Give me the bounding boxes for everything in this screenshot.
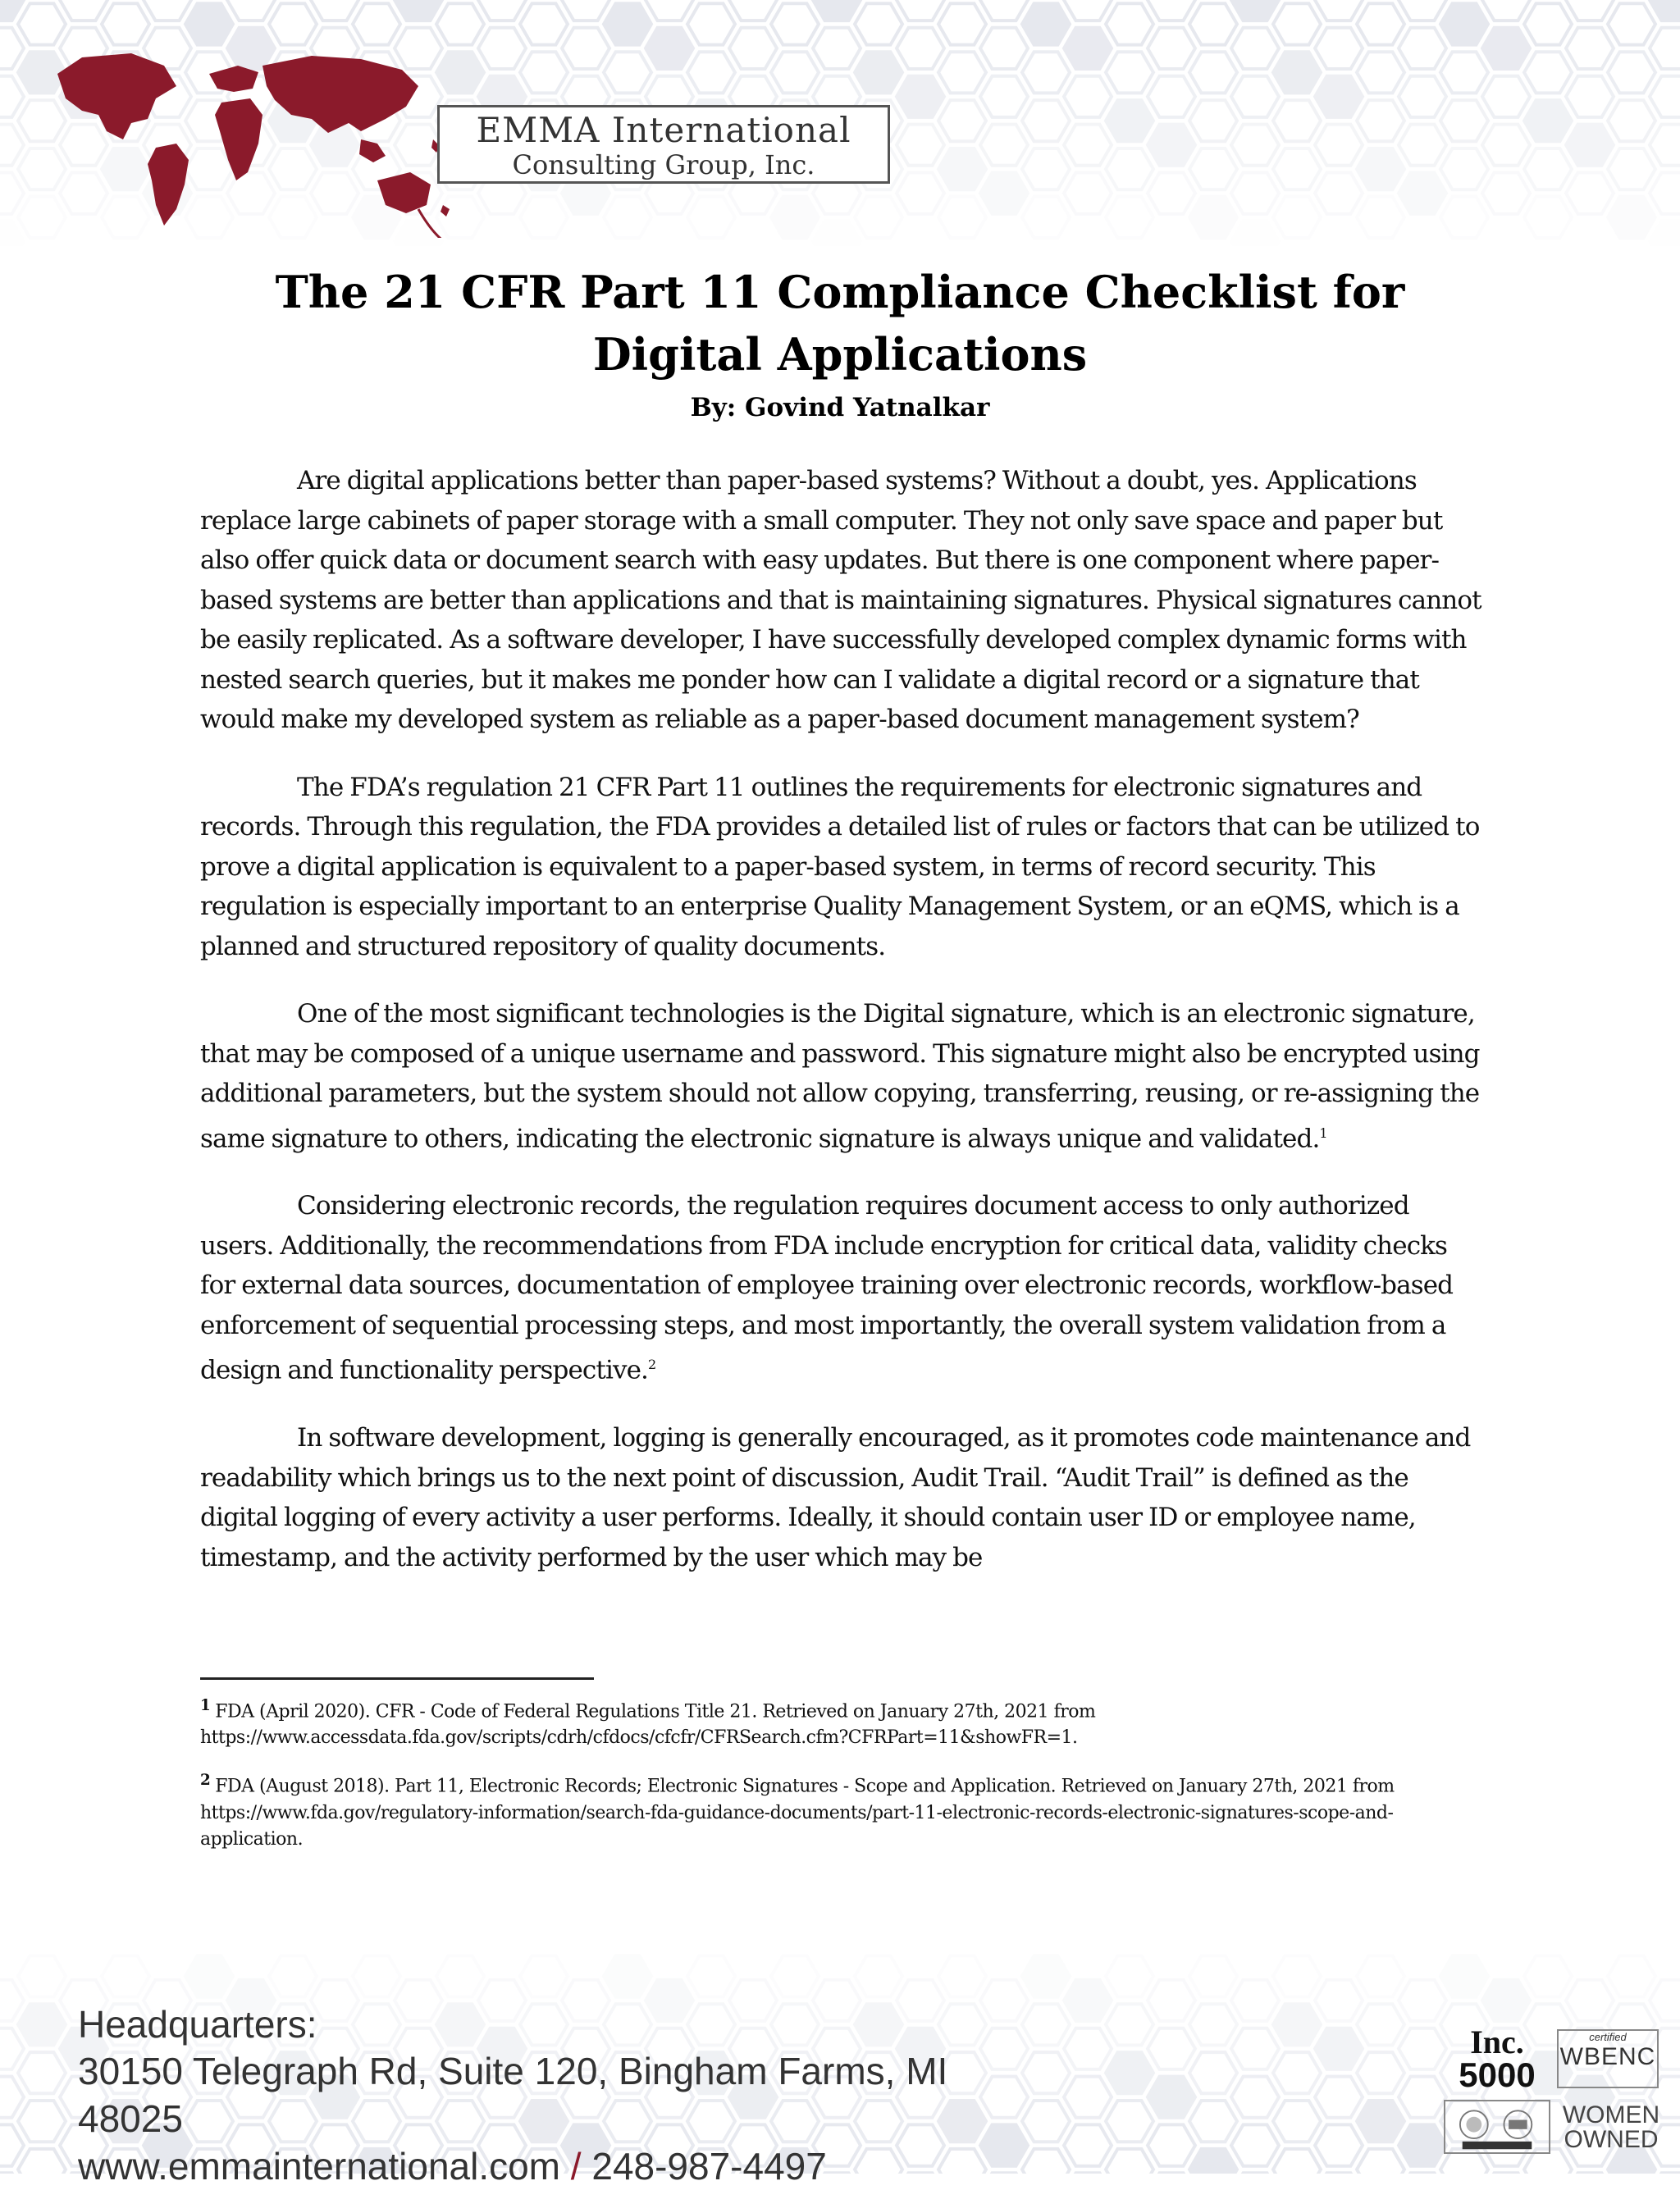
hexagon-shape bbox=[980, 172, 1028, 213]
hexagon-shape bbox=[938, 100, 986, 141]
hexagon-shape bbox=[0, 221, 24, 246]
hexagon-shape bbox=[1022, 100, 1070, 141]
headquarters-label: Headquarters: bbox=[78, 2003, 317, 2046]
women-label: WOMEN bbox=[1562, 2101, 1660, 2128]
hexagon-shape bbox=[436, 3, 484, 44]
hexagon-shape bbox=[60, 0, 107, 21]
headquarters-address: 30150 Telegraph Rd, Suite 120, Bingham Farms, MI 48025 bbox=[78, 2050, 948, 2140]
hexagon-shape bbox=[1064, 76, 1112, 117]
hexagon-shape bbox=[1650, 0, 1680, 21]
hexagon-shape bbox=[1650, 172, 1680, 213]
hexagon-shape bbox=[1399, 125, 1446, 166]
hexagon-shape bbox=[1231, 0, 1279, 21]
paragraph-4 bbox=[200, 1186, 1485, 1390]
hexagon-shape bbox=[1189, 100, 1237, 141]
hexagon-shape bbox=[562, 28, 609, 69]
hexagon-shape bbox=[1231, 172, 1279, 213]
hexagon-shape bbox=[1106, 148, 1153, 189]
hexagon-shape bbox=[938, 3, 986, 44]
hexagon-shape bbox=[478, 221, 526, 246]
hexagon-shape bbox=[0, 2028, 24, 2069]
paragraph-3 bbox=[200, 994, 1485, 1158]
certification-badges bbox=[1444, 2023, 1665, 2165]
hexagon-shape bbox=[102, 1955, 149, 1996]
hexagon-shape bbox=[1231, 2077, 1279, 2118]
hexagon-shape bbox=[1189, 197, 1237, 238]
separator: / bbox=[560, 2145, 592, 2188]
hexagon-shape bbox=[1231, 221, 1279, 246]
hexagon-shape bbox=[102, 3, 149, 44]
hexagon-shape bbox=[1357, 2149, 1404, 2174]
hexagon-shape bbox=[269, 3, 317, 44]
hexagon-shape bbox=[520, 3, 568, 44]
website-link[interactable]: www.emmainternational.com bbox=[78, 2145, 561, 2188]
article-title bbox=[205, 261, 1475, 386]
hexagon-shape bbox=[1482, 28, 1530, 69]
hexagon-shape bbox=[1608, 3, 1655, 44]
hexagon-shape bbox=[604, 197, 651, 238]
hexagon-shape bbox=[1608, 197, 1655, 238]
hexagon-shape bbox=[1440, 100, 1488, 141]
hexagon-shape bbox=[771, 197, 819, 238]
hexagon-shape bbox=[1399, 172, 1446, 213]
logo-name: EMMA International bbox=[476, 110, 851, 150]
hexagon-shape bbox=[729, 221, 777, 246]
hexagon-shape bbox=[1189, 2052, 1237, 2093]
hexagon-shape bbox=[269, 1955, 317, 1996]
hexagon-shape bbox=[855, 3, 902, 44]
hexagon-shape bbox=[1022, 3, 1070, 44]
hexagon-shape bbox=[0, 172, 24, 213]
hexagon-shape bbox=[478, 0, 526, 21]
footnote-ref-2[interactable]: 2 bbox=[647, 1357, 656, 1373]
hexagon-shape bbox=[1566, 125, 1614, 166]
hexagon-shape bbox=[1064, 125, 1112, 166]
footnote-text: FDA (August 2018). Part 11, Electronic Records; Electronic Signatures - Scope and Application. Retrieved on January 27th, 2021 from https://www.fda.gov/regulatory-information/search-fda-guidance-documents/part-11-electronic-records-electronic-signatures-scope-and-application. bbox=[200, 1776, 1395, 1850]
iso-seal-icons bbox=[1444, 2100, 1550, 2154]
hexagon-shape bbox=[687, 52, 735, 93]
hexagon-shape bbox=[1440, 197, 1488, 238]
hexagon-shape bbox=[1148, 76, 1195, 117]
hexagon-shape bbox=[1148, 172, 1195, 213]
hexagon-shape bbox=[1231, 2124, 1279, 2165]
hexagon-shape bbox=[1482, 0, 1530, 21]
hexagon-shape bbox=[1357, 3, 1404, 44]
hexagon-shape bbox=[1399, 221, 1446, 246]
hexagon-shape bbox=[1273, 1955, 1321, 1996]
footnote-text: FDA (April 2020). CFR - Code of Federal Regulations Title 21. Retrieved on January 27th, 2021 from https://www.accessdata.fda.gov/scripts/cdrh/cfdocs/cfcfr/CFRSearch.cfm?CFRPart=11&showFR=1. bbox=[200, 1701, 1096, 1749]
hexagon-shape bbox=[436, 1955, 484, 1996]
hexagon-shape bbox=[1064, 172, 1112, 213]
hexagon-shape bbox=[1189, 148, 1237, 189]
hexagon-shape bbox=[1231, 2028, 1279, 2069]
hexagon-shape bbox=[646, 0, 693, 21]
hexagon-shape bbox=[938, 52, 986, 93]
inc-label: Inc. bbox=[1470, 2023, 1524, 2060]
hexagon-shape bbox=[227, 0, 275, 21]
hexagon-shape bbox=[1608, 148, 1655, 189]
hexagon-shape bbox=[1357, 197, 1404, 238]
hexagon-shape bbox=[1148, 0, 1195, 21]
hexagon-shape bbox=[1064, 2124, 1112, 2165]
footnote-ref-1[interactable]: 1 bbox=[1319, 1125, 1327, 1141]
hexagon-shape bbox=[1315, 172, 1363, 213]
hexagon-shape bbox=[1231, 125, 1279, 166]
hexagon-shape bbox=[1148, 1980, 1195, 2021]
hexagon-shape bbox=[729, 28, 777, 69]
hexagon-shape bbox=[897, 172, 944, 213]
hexagon-shape bbox=[1189, 2004, 1237, 2045]
hexagon-shape bbox=[1399, 1980, 1446, 2021]
hexagon-shape bbox=[771, 3, 819, 44]
hexagon-shape bbox=[0, 125, 24, 166]
hexagon-shape bbox=[1106, 2004, 1153, 2045]
hexagon-shape bbox=[1566, 0, 1614, 21]
hexagon-shape bbox=[897, 221, 944, 246]
hexagon-shape bbox=[1148, 28, 1195, 69]
hexagon-shape bbox=[1357, 2004, 1404, 2045]
phone-number[interactable]: 248-987-4497 bbox=[591, 2145, 827, 2188]
hexagon-shape bbox=[1440, 3, 1488, 44]
hexagon-shape bbox=[1064, 28, 1112, 69]
hexagon-shape bbox=[1148, 2124, 1195, 2165]
hexagon-shape bbox=[813, 28, 861, 69]
title-line-1: The 21 CFR Part 11 Compliance Checklist for bbox=[275, 266, 1405, 318]
hexagon-shape bbox=[0, 28, 24, 69]
hexagon-shape bbox=[938, 1955, 986, 1996]
hexagon-shape bbox=[1357, 148, 1404, 189]
hexagon-shape bbox=[185, 1955, 233, 1996]
hexagon-shape bbox=[1273, 100, 1321, 141]
wbenc-label: WBENC bbox=[1559, 2043, 1656, 2070]
hexagon-shape bbox=[1566, 172, 1614, 213]
hexagon-shape bbox=[1440, 52, 1488, 93]
hexagon-shape bbox=[1440, 148, 1488, 189]
logo-subtitle: Consulting Group, Inc. bbox=[512, 149, 815, 180]
hexagon-shape bbox=[938, 197, 986, 238]
hexagon-shape bbox=[1022, 1955, 1070, 1996]
footnote-2 bbox=[200, 1768, 1488, 1852]
hexagon-shape bbox=[1482, 221, 1530, 246]
hexagon-shape bbox=[1357, 1955, 1404, 1996]
hexagon-shape bbox=[897, 28, 944, 69]
hexagon-shape bbox=[1189, 52, 1237, 93]
hexagon-shape bbox=[771, 52, 819, 93]
hexagon-shape bbox=[1022, 197, 1070, 238]
paragraph-text: In software development, logging is generally encouraged, as it promotes code maintenance and readability which brings us to the next point of discussion, Audit Trail. “Audit Trail” is defined as the digital logging of every activity a user performs. Ideally, it should contain user ID or employee name, timestamp, and the activity performed by the user which may be bbox=[200, 1423, 1471, 1572]
hexagon-shape bbox=[1022, 52, 1070, 93]
hexagon-shape bbox=[353, 3, 400, 44]
hexagon-shape bbox=[604, 52, 651, 93]
hexagon-shape bbox=[1482, 76, 1530, 117]
hexagon-shape bbox=[897, 76, 944, 117]
hexagon-shape bbox=[353, 1955, 400, 1996]
hexagon-shape bbox=[395, 0, 442, 21]
hexagon-shape bbox=[1189, 2149, 1237, 2174]
hexagon-shape bbox=[604, 3, 651, 44]
hexagon-shape bbox=[18, 2004, 66, 2045]
hexagon-shape bbox=[0, 2124, 24, 2165]
hexagon-shape bbox=[18, 2149, 66, 2174]
hexagon-shape bbox=[1399, 76, 1446, 117]
hexagon-shape bbox=[1189, 2101, 1237, 2142]
women-owned-badge bbox=[1560, 2103, 1662, 2152]
hexagon-shape bbox=[1106, 3, 1153, 44]
hexagon-shape bbox=[1273, 2149, 1321, 2174]
hexagon-shape bbox=[1357, 100, 1404, 141]
hexagon-shape bbox=[1315, 2077, 1363, 2118]
hexagon-shape bbox=[0, 2077, 24, 2118]
hexagon-shape bbox=[897, 0, 944, 21]
paragraph-text: Are digital applications better than paper-based systems? Without a doubt, yes. Applications replace large cabinets of paper storage with a small computer. They not only save space and paper but also offer quick data or document search with easy updates. But there is one component where paper-based systems are better than applications and that is maintaining signatures. Physical signatures cannot be easily replicated. As a software developer, I have successfully developed complex dynamic forms with nested search queries, but it makes me ponder how can I validate a digital record or a signature that would make my developed system as reliable as a paper-based document management system? bbox=[200, 466, 1481, 734]
hexagon-shape bbox=[1189, 1955, 1237, 1996]
hexagon-shape bbox=[604, 1955, 651, 1996]
hexagon-shape bbox=[1064, 221, 1112, 246]
hexagon-shape bbox=[1189, 3, 1237, 44]
hexagon-shape bbox=[1524, 3, 1572, 44]
hexagon-shape bbox=[1315, 76, 1363, 117]
hexagon-shape bbox=[1608, 100, 1655, 141]
hexagon-shape bbox=[1650, 221, 1680, 246]
hexagon-shape bbox=[1106, 100, 1153, 141]
hexagon-shape bbox=[646, 221, 693, 246]
hexagon-shape bbox=[1315, 0, 1363, 21]
paragraph-text: One of the most significant technologies is the Digital signature, which is an electronic signature, that may be composed of a unique username and password. This signature might also be encrypted using additional parameters, but the system should not allow copying, transferring, reusing, or re-assigning the same signature to others, indicating the electronic signature is always unique and validated. bbox=[200, 999, 1480, 1153]
hexagon-shape bbox=[1315, 28, 1363, 69]
hexagon-shape bbox=[1566, 221, 1614, 246]
hexagon-shape bbox=[311, 0, 358, 21]
hexagon-shape bbox=[18, 1955, 66, 1996]
hexagon-shape bbox=[813, 0, 861, 21]
company-logo bbox=[437, 105, 890, 184]
hexagon-shape bbox=[1064, 0, 1112, 21]
hexagon-shape bbox=[1315, 221, 1363, 246]
hexagon-shape bbox=[1106, 2149, 1153, 2174]
hexagon-shape bbox=[1524, 52, 1572, 93]
hexagon-shape bbox=[1148, 2028, 1195, 2069]
footnote-divider bbox=[200, 1677, 594, 1680]
hexagon-shape bbox=[144, 0, 191, 21]
hexagon-shape bbox=[1231, 1980, 1279, 2021]
hexagon-shape bbox=[1399, 0, 1446, 21]
hexagon-shape bbox=[18, 2052, 66, 2093]
hexagon-shape bbox=[1650, 1980, 1680, 2021]
hexagon-shape bbox=[1650, 28, 1680, 69]
hexagon-shape bbox=[687, 3, 735, 44]
hexagon-shape bbox=[1482, 172, 1530, 213]
hexagon-shape bbox=[687, 197, 735, 238]
hexagon-shape bbox=[1315, 2028, 1363, 2069]
hexagon-shape bbox=[1231, 28, 1279, 69]
hexagon-shape bbox=[1524, 1955, 1572, 1996]
hexagon-shape bbox=[1399, 2124, 1446, 2165]
hexagon-shape bbox=[855, 52, 902, 93]
hexagon-shape bbox=[1064, 2028, 1112, 2069]
hexagon-shape bbox=[1440, 1955, 1488, 1996]
hexagon-shape bbox=[520, 1955, 568, 1996]
hexagon-shape bbox=[478, 28, 526, 69]
hexagon-shape bbox=[1064, 1980, 1112, 2021]
hexagon-shape bbox=[1399, 2028, 1446, 2069]
hexagon-shape bbox=[18, 3, 66, 44]
hexagon-shape bbox=[1482, 125, 1530, 166]
footnotes bbox=[200, 1693, 1488, 1869]
hexagon-shape bbox=[1148, 2077, 1195, 2118]
hexagon-shape bbox=[1566, 76, 1614, 117]
hexagon-shape bbox=[1357, 2052, 1404, 2093]
hexagon-shape bbox=[1315, 125, 1363, 166]
hexagon-shape bbox=[0, 1980, 24, 2021]
hexagon-shape bbox=[687, 1955, 735, 1996]
hexagon-shape bbox=[1064, 2077, 1112, 2118]
hexagon-shape bbox=[980, 76, 1028, 117]
hexagon-shape bbox=[1106, 1955, 1153, 1996]
paragraph-text: The FDA’s regulation 21 CFR Part 11 outlines the requirements for electronic signatures and records. Through this regulation, the FDA provides a detailed list of rules or factors that can be utilized to prove a digital application is equivalent to a paper-based system, in terms of record security. This regulation is especially important to an enterprise Quality Management System, or an eQMS, which is a planned and structured repository of quality documents. bbox=[200, 772, 1480, 961]
hexagon-shape bbox=[938, 148, 986, 189]
hexagon-shape bbox=[855, 197, 902, 238]
hexagon-shape bbox=[1106, 2052, 1153, 2093]
wbenc-badge bbox=[1557, 2029, 1659, 2088]
hexagon-shape bbox=[771, 1955, 819, 1996]
hexagon-shape bbox=[1022, 148, 1070, 189]
hexagon-shape bbox=[1566, 1980, 1614, 2021]
paragraph-text: Considering electronic records, the regulation requires document access to only authorized users. Additionally, the recommendations from FDA include encryption for critical data, validity checks for external data sources, documentation of employee training over electronic records, workflow-based enforcement of sequential processing steps, and most importantly, the overall system validation from a design and functionality perspective. bbox=[200, 1191, 1454, 1385]
hexagon-shape bbox=[1357, 52, 1404, 93]
hexagon-shape bbox=[520, 52, 568, 93]
hexagon-shape bbox=[1273, 197, 1321, 238]
hexagon-shape bbox=[1106, 52, 1153, 93]
hexagon-shape bbox=[1482, 1980, 1530, 2021]
world-map-logo bbox=[33, 41, 459, 238]
hexagon-shape bbox=[1273, 148, 1321, 189]
hexagon-shape bbox=[855, 1955, 902, 1996]
hexagon-shape bbox=[520, 197, 568, 238]
hexagon-shape bbox=[1231, 76, 1279, 117]
hexagon-shape bbox=[980, 0, 1028, 21]
footer-web-phone bbox=[78, 2142, 1062, 2190]
hexagon-shape bbox=[813, 221, 861, 246]
hexagon-shape bbox=[1273, 2101, 1321, 2142]
hexagon-shape bbox=[1524, 148, 1572, 189]
paragraph-2 bbox=[200, 768, 1485, 967]
hexagon-shape bbox=[18, 2101, 66, 2142]
hexagon-shape bbox=[0, 76, 24, 117]
paragraph-5 bbox=[200, 1418, 1485, 1577]
hexagon-shape bbox=[980, 28, 1028, 69]
hexagon-shape bbox=[1524, 100, 1572, 141]
hexagon-shape bbox=[1148, 125, 1195, 166]
footer-contact bbox=[78, 2001, 1062, 2190]
hexagon-shape bbox=[1608, 52, 1655, 93]
hexagon-shape bbox=[897, 125, 944, 166]
hexagon-shape bbox=[562, 0, 609, 21]
hexagon-shape bbox=[1566, 28, 1614, 69]
article-body bbox=[200, 461, 1485, 1605]
hexagon-shape bbox=[185, 3, 233, 44]
hexagon-shape bbox=[1608, 1955, 1655, 1996]
hexagon-shape bbox=[1273, 3, 1321, 44]
hexagon-shape bbox=[1106, 2101, 1153, 2142]
footnote-1 bbox=[200, 1693, 1488, 1751]
article-byline: By: Govind Yatnalkar bbox=[690, 393, 990, 422]
hexagon-shape bbox=[1650, 125, 1680, 166]
hexagon-shape bbox=[1524, 197, 1572, 238]
hexagon-shape bbox=[1273, 52, 1321, 93]
hexagon-shape bbox=[646, 28, 693, 69]
inc-number: 5000 bbox=[1459, 2055, 1536, 2094]
hexagon-shape bbox=[562, 221, 609, 246]
title-line-2: Digital Applications bbox=[592, 328, 1088, 381]
footnote-number: 2 bbox=[200, 1772, 211, 1790]
hexagon-shape bbox=[1315, 2124, 1363, 2165]
wbenc-certified: certified bbox=[1589, 2031, 1627, 2043]
owned-label: OWNED bbox=[1564, 2126, 1659, 2153]
footnote-number: 1 bbox=[200, 1697, 211, 1714]
hexagon-shape bbox=[1399, 28, 1446, 69]
hexagon-shape bbox=[1399, 2077, 1446, 2118]
hexagon-shape bbox=[1650, 76, 1680, 117]
hexagon-shape bbox=[1106, 197, 1153, 238]
hexagon-shape bbox=[980, 125, 1028, 166]
hexagon-shape bbox=[980, 221, 1028, 246]
paragraph-1 bbox=[200, 461, 1485, 740]
hexagon-shape bbox=[1315, 1980, 1363, 2021]
hexagon-shape bbox=[1273, 2052, 1321, 2093]
hexagon-shape bbox=[1357, 2101, 1404, 2142]
hexagon-shape bbox=[1273, 2004, 1321, 2045]
inc-5000-badge bbox=[1444, 2023, 1550, 2094]
hexagon-shape bbox=[729, 0, 777, 21]
hexagon-shape bbox=[1148, 221, 1195, 246]
